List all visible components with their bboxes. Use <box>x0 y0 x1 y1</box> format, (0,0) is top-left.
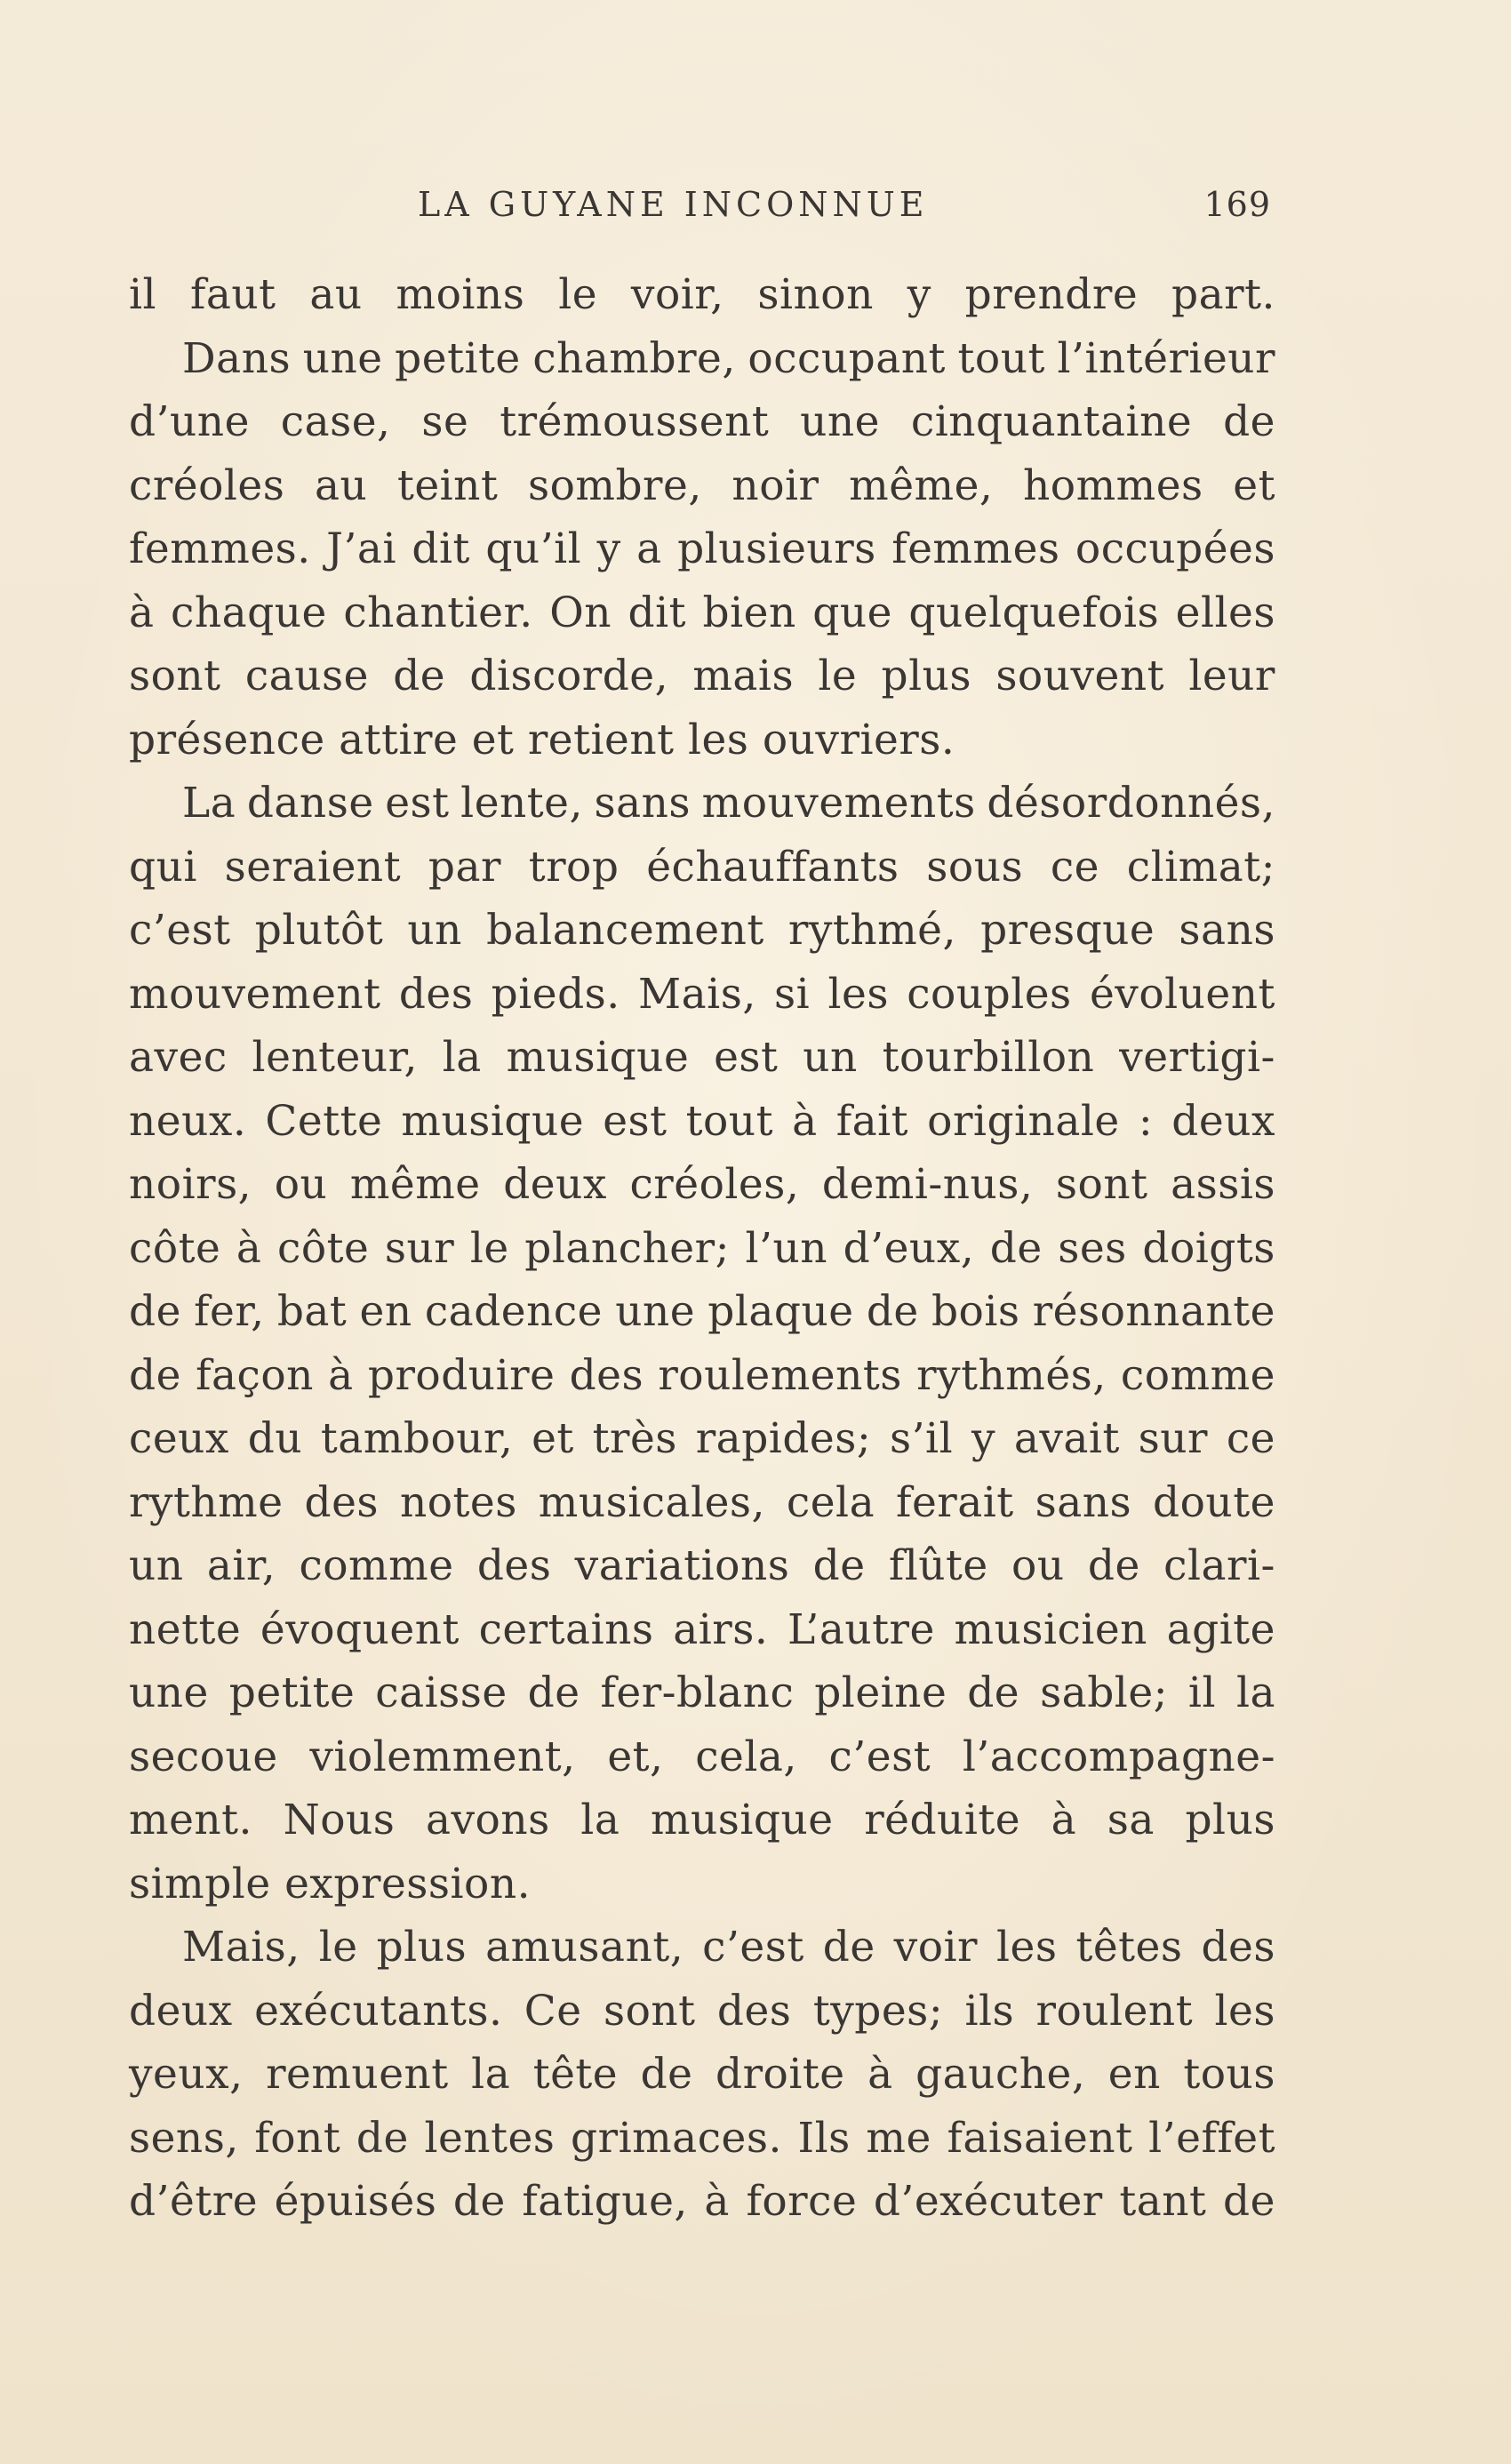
word: d’être <box>129 2177 259 2226</box>
word: à <box>704 2177 730 2226</box>
word: teint <box>396 460 499 510</box>
word: chambre, <box>532 333 736 383</box>
word: plancher; <box>524 1223 730 1273</box>
word: de <box>1222 2177 1275 2226</box>
word: lentes <box>424 2113 556 2163</box>
word: en <box>1107 2050 1161 2099</box>
text-line <box>129 1725 1275 1789</box>
word: fait <box>835 1096 909 1146</box>
word: Ils <box>797 2113 851 2163</box>
word: moins <box>396 270 525 319</box>
word: qu’il <box>485 524 582 573</box>
page-number: 169 <box>1203 185 1271 224</box>
word: de <box>640 2050 693 2099</box>
word: y <box>971 1414 995 1463</box>
word: plaque <box>708 1287 854 1336</box>
word: : <box>1138 1096 1154 1146</box>
word: à <box>792 1096 818 1146</box>
word: bois <box>931 1287 1020 1336</box>
word: l’accompagne- <box>962 1732 1275 1781</box>
word: caisse <box>375 1668 508 1717</box>
word: grimaces. <box>571 2113 782 2163</box>
word: des <box>476 1541 552 1590</box>
text-line <box>129 1407 1275 1471</box>
word: tambour, <box>320 1414 514 1463</box>
word: le <box>318 1923 358 1972</box>
page-header <box>418 178 1271 231</box>
word: sa <box>1107 1796 1155 1844</box>
word: flûte <box>888 1541 988 1590</box>
word: climat; <box>1126 842 1275 892</box>
word: à <box>1051 1796 1077 1844</box>
word: presque <box>980 906 1155 955</box>
word: Nous <box>283 1796 396 1844</box>
word: se <box>421 397 469 446</box>
word: créoles, <box>629 1160 800 1209</box>
word: côte <box>129 1223 221 1273</box>
word: musicien <box>954 1604 1147 1654</box>
word: de <box>989 1223 1043 1273</box>
word: deux <box>503 1160 607 1209</box>
word: dit <box>412 524 470 573</box>
word: sur <box>1138 1414 1208 1463</box>
word: résonnante <box>1032 1287 1275 1336</box>
word: de <box>356 2113 409 2163</box>
text-line <box>129 1788 1275 1852</box>
word: assis <box>1171 1160 1275 1209</box>
word: une <box>615 1287 696 1336</box>
word: de <box>129 1350 181 1400</box>
word: roulements <box>658 1350 902 1400</box>
word: le <box>818 652 858 700</box>
word: au <box>309 270 363 319</box>
text-line <box>129 1916 1275 1980</box>
word: Cette <box>265 1096 383 1146</box>
word: des <box>569 1350 644 1400</box>
word: ment. <box>129 1796 252 1844</box>
word: ses <box>1058 1223 1127 1273</box>
word: un <box>129 1541 184 1590</box>
text-line <box>129 963 1275 1027</box>
word: des <box>398 969 474 1019</box>
word: façon <box>196 1350 314 1400</box>
word: remuent <box>266 2050 449 2099</box>
word: la <box>1235 1668 1275 1717</box>
word: la <box>471 2050 511 2099</box>
word: c’est <box>129 906 231 955</box>
text-line <box>129 1534 1275 1598</box>
word: sable; <box>1040 1668 1168 1717</box>
word: l’effet <box>1148 2113 1275 2163</box>
word: au <box>315 460 368 510</box>
word: danse <box>246 779 374 828</box>
word: doigts <box>1142 1223 1275 1273</box>
word: mouvement <box>129 969 381 1019</box>
word: s’il <box>890 1414 954 1463</box>
word: petite <box>395 333 521 383</box>
word: originale <box>927 1096 1120 1146</box>
word: L’autre <box>787 1604 935 1654</box>
word: évoquent <box>260 1604 460 1654</box>
word: de <box>967 1668 1020 1717</box>
word: faut <box>189 270 276 319</box>
word: de <box>866 1287 919 1336</box>
word: ce <box>1050 842 1099 892</box>
word: me <box>866 2113 931 2163</box>
word: Ce <box>524 1986 582 2036</box>
word: musique <box>650 1796 834 1844</box>
word: rapides; <box>695 1414 872 1463</box>
word: dit <box>628 588 687 637</box>
body-text <box>129 263 1275 2234</box>
word: amusant, <box>485 1923 684 1972</box>
word: voir, <box>630 270 724 319</box>
word: têtes <box>1075 1923 1183 1972</box>
word: air, <box>206 1541 276 1590</box>
text-line: présence attire et retient les ouvriers. <box>129 715 955 764</box>
word: force <box>746 2177 858 2226</box>
word: plutôt <box>254 906 384 955</box>
word: échauffants <box>646 842 899 892</box>
word: même, <box>849 460 994 510</box>
word: de <box>393 652 446 700</box>
word: des <box>304 1477 380 1527</box>
word: tout <box>957 333 1045 383</box>
word: mais <box>692 652 795 700</box>
word: de <box>452 2177 506 2226</box>
word: quelquefois <box>908 588 1160 637</box>
word: droite <box>715 2050 845 2099</box>
text-line: simple expression. <box>129 1859 532 1908</box>
word: les <box>827 969 889 1019</box>
word: ou <box>274 1160 328 1209</box>
word: rythmés, <box>916 1350 1107 1400</box>
word: y <box>596 524 621 573</box>
text-line <box>129 1090 1275 1154</box>
word: l’intérieur <box>1057 333 1275 383</box>
word: de <box>1087 1541 1140 1590</box>
word: chantier. <box>343 588 533 637</box>
text-line <box>129 390 1275 454</box>
word: avons <box>425 1796 550 1844</box>
word: une <box>129 1668 209 1717</box>
word: comme <box>1120 1350 1275 1400</box>
word: d’une <box>129 397 250 446</box>
word: petite <box>228 1668 356 1717</box>
word: est <box>714 1033 779 1082</box>
word: avec <box>129 1033 228 1082</box>
word: bien <box>702 588 796 637</box>
word: noirs, <box>129 1160 252 1209</box>
text-line <box>129 836 1275 900</box>
word: leur <box>1188 652 1275 700</box>
word: le <box>558 270 598 319</box>
word: si <box>774 969 811 1019</box>
word: hommes <box>1023 460 1203 510</box>
text-line <box>129 1344 1275 1408</box>
word: évoluent <box>1089 969 1275 1019</box>
word: seraient <box>224 842 402 892</box>
word: types; <box>812 1986 944 2036</box>
word: du <box>247 1414 303 1463</box>
word: des <box>1201 1923 1275 1972</box>
word: les <box>1214 1986 1275 2036</box>
word: de <box>812 1541 866 1590</box>
word: ou <box>1011 1541 1065 1590</box>
word: Dans <box>182 333 292 383</box>
word: cause <box>244 652 369 700</box>
word: même <box>349 1160 481 1209</box>
word: il <box>1187 1668 1216 1717</box>
word: sans <box>594 779 692 828</box>
word: airs. <box>673 1604 769 1654</box>
word: tout <box>685 1096 773 1146</box>
word: pleine <box>814 1668 947 1717</box>
word: la <box>442 1033 482 1082</box>
word: qui <box>129 842 197 892</box>
word: une <box>800 397 880 446</box>
word: pieds. <box>491 969 620 1019</box>
word: c’est <box>702 1923 804 1972</box>
word: femmes <box>891 524 1060 573</box>
word: plus <box>1185 1796 1275 1844</box>
word: tant <box>1119 2177 1207 2226</box>
word: cela, <box>695 1732 797 1781</box>
word: On <box>549 588 612 637</box>
word: lente, <box>460 779 583 828</box>
word: certains <box>478 1604 654 1654</box>
word: créoles <box>129 460 285 510</box>
word: à <box>328 1350 354 1400</box>
word: variations <box>574 1541 790 1590</box>
word: vertigi- <box>1119 1033 1275 1082</box>
word: sens, <box>129 2113 239 2163</box>
word: notes <box>399 1477 517 1527</box>
word: couples <box>907 969 1072 1019</box>
text-line <box>129 644 1275 708</box>
word: tête <box>532 2050 619 2099</box>
text-line <box>129 1980 1275 2044</box>
word: Mais, <box>182 1923 300 1972</box>
word: très <box>592 1414 677 1463</box>
text-line <box>129 772 1275 836</box>
word: et <box>1233 460 1275 510</box>
word: c’est <box>828 1732 931 1781</box>
word: ils <box>964 1986 1015 2036</box>
text-line <box>129 1217 1275 1281</box>
word: une <box>302 333 383 383</box>
word: ferait <box>896 1477 1014 1527</box>
word: des <box>716 1986 792 2036</box>
word: occupant <box>748 333 946 383</box>
word: case, <box>280 397 391 446</box>
text-line <box>129 2107 1275 2171</box>
word: trop <box>528 842 620 892</box>
word: voir <box>893 1923 978 1972</box>
text-line <box>129 517 1275 581</box>
word: clari- <box>1163 1541 1275 1590</box>
word: nette <box>129 1604 242 1654</box>
word: ceux <box>129 1414 229 1463</box>
word: elles <box>1175 588 1275 637</box>
text-line <box>129 2043 1275 2107</box>
word: la <box>580 1796 620 1844</box>
word: de <box>129 1287 181 1336</box>
word: à <box>236 1223 262 1273</box>
word: J’ai <box>326 524 396 573</box>
text-line <box>129 2170 1275 2234</box>
word: deux <box>129 1986 233 2036</box>
text-line <box>129 1661 1275 1725</box>
word: La <box>182 779 236 828</box>
word: à <box>129 588 155 637</box>
word: fer-blanc <box>600 1668 795 1717</box>
word: deux <box>1171 1096 1275 1146</box>
text-line <box>129 1471 1275 1535</box>
word: de <box>1223 397 1275 446</box>
word: discorde, <box>469 652 669 700</box>
text-line <box>129 454 1275 518</box>
word: lenteur, <box>252 1033 418 1082</box>
text-line <box>129 1026 1275 1090</box>
text-line <box>129 263 1275 327</box>
word: neux. <box>129 1096 247 1146</box>
word: balancement <box>486 906 764 955</box>
word: avait <box>1013 1414 1120 1463</box>
word: est <box>385 779 450 828</box>
word: un <box>803 1033 858 1082</box>
word: d’eux, <box>843 1223 975 1273</box>
word: femmes. <box>129 524 311 573</box>
word: les <box>995 1923 1058 1972</box>
word: plus <box>881 652 972 700</box>
word: a <box>636 524 662 573</box>
word: sur <box>384 1223 455 1273</box>
word: cadence <box>424 1287 603 1336</box>
word: désordonnés, <box>987 779 1275 828</box>
word: en <box>359 1287 412 1336</box>
word: sombre, <box>527 460 702 510</box>
word: d’exécuter <box>873 2177 1103 2226</box>
word: il <box>129 270 157 319</box>
word: sans <box>1035 1477 1132 1527</box>
word: sont <box>129 652 221 700</box>
word: côte <box>277 1223 370 1273</box>
word: fatigue, <box>522 2177 688 2226</box>
word: sont <box>603 1986 696 2036</box>
word: plusieurs <box>677 524 876 573</box>
word: que <box>812 588 892 637</box>
word: y <box>907 270 931 319</box>
text-line <box>129 1153 1275 1217</box>
text-line <box>129 899 1275 963</box>
word: exécutants. <box>254 1986 503 2036</box>
word: mouvements <box>701 779 976 828</box>
word: musicales, <box>538 1477 765 1527</box>
word: de <box>822 1923 875 1972</box>
word: prendre <box>964 270 1139 319</box>
running-title: LA GUYANE INCONNUE <box>418 185 929 224</box>
text-line <box>129 581 1275 645</box>
word: par <box>428 842 501 892</box>
word: épuisés <box>274 2177 437 2226</box>
word: rythme <box>129 1477 284 1527</box>
word: plus <box>376 1923 468 1972</box>
word: le <box>469 1223 509 1273</box>
word: secoue <box>129 1732 278 1781</box>
text-line <box>129 327 1275 391</box>
word: produire <box>367 1350 556 1400</box>
word: et <box>532 1414 574 1463</box>
word: occupées <box>1075 524 1275 573</box>
word: de <box>527 1668 580 1717</box>
text-line <box>129 1598 1275 1662</box>
word: souvent <box>995 652 1165 700</box>
word: tous <box>1183 2050 1275 2099</box>
word: sinon <box>757 270 874 319</box>
word: cela <box>786 1477 875 1527</box>
word: Mais, <box>638 969 756 1019</box>
word: gauche, <box>915 2050 1086 2099</box>
word: musique <box>401 1096 585 1146</box>
word: agite <box>1166 1604 1275 1654</box>
word: rythmé, <box>787 906 956 955</box>
word: ce <box>1226 1414 1275 1463</box>
word: sous <box>926 842 1024 892</box>
word: réduite <box>864 1796 1021 1844</box>
word: l’un <box>745 1223 828 1273</box>
word: un <box>407 906 462 955</box>
word: sans <box>1179 906 1275 955</box>
word: doute <box>1153 1477 1275 1527</box>
word: roulent <box>1035 1986 1194 2036</box>
word: à <box>867 2050 893 2099</box>
word: est <box>603 1096 668 1146</box>
word: violemment, <box>309 1732 576 1781</box>
word: sont <box>1055 1160 1148 1209</box>
word: et, <box>607 1732 664 1781</box>
word: cinquantaine <box>910 397 1193 446</box>
word: trémoussent <box>500 397 770 446</box>
word: yeux, <box>129 2050 244 2099</box>
word: bat <box>276 1287 348 1336</box>
word: part. <box>1171 270 1275 319</box>
word: comme <box>299 1541 454 1590</box>
text-line <box>129 1280 1275 1344</box>
word: fer, <box>194 1287 265 1336</box>
word: font <box>254 2113 341 2163</box>
word: noir <box>732 460 819 510</box>
word: demi-nus, <box>821 1160 1034 1209</box>
word: tourbillon <box>882 1033 1095 1082</box>
word: faisaient <box>947 2113 1133 2163</box>
word: chaque <box>171 588 327 637</box>
word: musique <box>506 1033 690 1082</box>
